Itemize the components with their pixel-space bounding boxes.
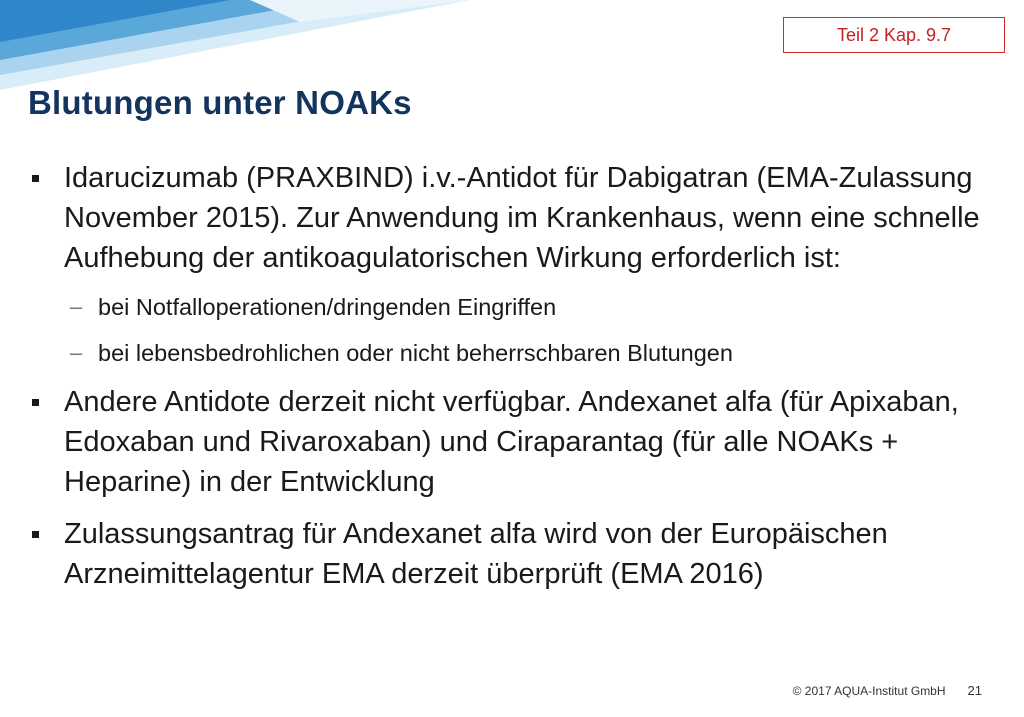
bullet-marker	[32, 531, 39, 538]
dash-marker: –	[70, 340, 83, 365]
sub-bullet-item	[30, 336, 990, 370]
copyright-text: © 2017 AQUA-Institut GmbH	[792, 683, 946, 698]
bullet-text: Andere Antidote derzeit nicht verfügbar. Andexanet alfa (für Apixaban, Edoxaban und Rivaroxaban) und Ciraparantag (für alle NOAKs + Heparine) in der Entwicklung	[64, 386, 959, 498]
dash-marker: –	[70, 294, 83, 319]
sub-bullet-text: bei Notfalloperationen/dringenden Eingriffen	[98, 294, 557, 320]
sub-bullet-item	[30, 290, 990, 324]
sub-bullet-text: bei lebensbedrohlichen oder nicht beherrschbaren Blutungen	[98, 340, 733, 366]
page-number: 21	[967, 683, 982, 698]
bullet-marker	[32, 175, 39, 182]
bullet-marker	[32, 399, 39, 406]
bullet-item	[30, 158, 990, 278]
bullet-text: Zulassungsantrag für Andexanet alfa wird von der Europäischen Arzneimittelagentur EMA derzeit überprüft (EMA 2016)	[64, 518, 888, 590]
chapter-reference-label: Teil 2 Kap. 9.7	[836, 24, 952, 45]
bullet-item	[30, 514, 990, 594]
bullet-text: Idarucizumab (PRAXBIND) i.v.-Antidot für Dabigatran (EMA-Zulassung November 2015). Zur Anwendung im Krankenhaus, wenn eine schnelle Aufhebung der antikoagulatorischen Wirkung erforderlich ist:	[64, 162, 980, 274]
slide-footer	[793, 683, 982, 698]
slide-title: Blutungen unter NOAKs	[28, 84, 412, 121]
chapter-reference-badge	[783, 17, 1005, 53]
slide-content	[30, 158, 990, 606]
bullet-item	[30, 382, 990, 502]
